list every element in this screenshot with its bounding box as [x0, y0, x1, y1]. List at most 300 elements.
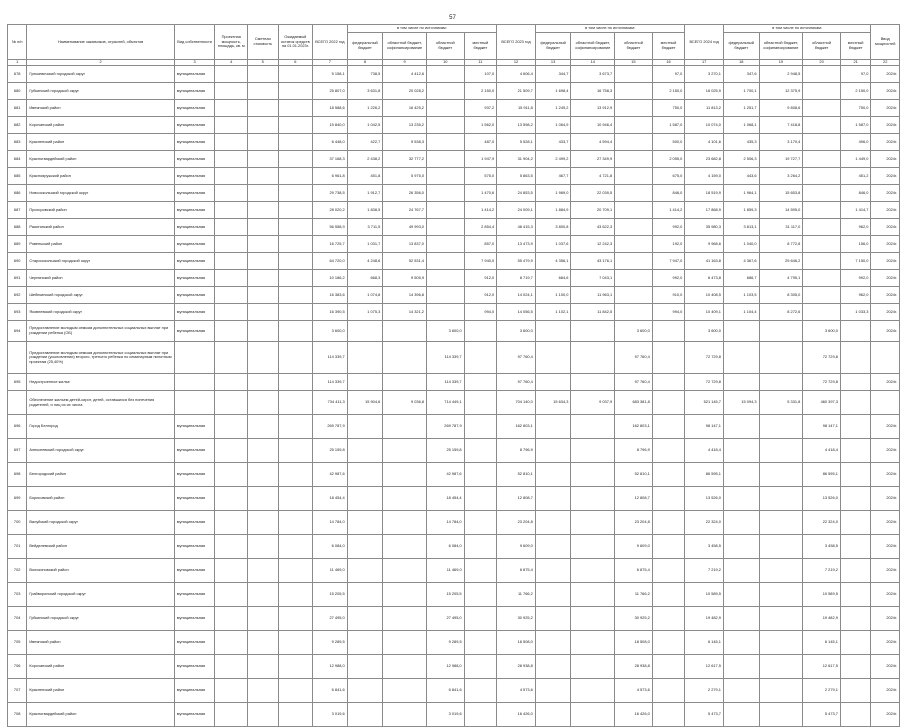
- row-number: 693: [8, 304, 27, 321]
- row-local-2023: 750,0: [652, 100, 685, 117]
- row-total-2023: 18 508,0: [497, 631, 536, 655]
- row-regional-cofin-2023: [571, 463, 615, 487]
- row-total-2024: 19 482,9: [685, 607, 724, 631]
- row-ownership: муниципальная: [174, 321, 215, 342]
- row-federal-2022: 1 226,2: [347, 100, 383, 117]
- row-regional-2023: 16 426,0: [615, 703, 653, 727]
- row-name: Чернянский район: [27, 270, 174, 287]
- row-federal-2022: 668,3: [347, 270, 383, 287]
- row-local-2023: 7 947,0: [652, 253, 685, 270]
- row-estimate: [248, 559, 279, 583]
- header-regional-2024: областной бюджет: [803, 33, 841, 60]
- row-ownership: муниципальная: [174, 415, 215, 439]
- row-remaining: [278, 66, 313, 83]
- row-regional-2023: 30 925,2: [615, 607, 653, 631]
- row-regional-cofin-2022: [383, 342, 427, 374]
- row-local-2024: 962,0: [840, 219, 871, 236]
- row-federal-2022: [347, 463, 383, 487]
- column-number: 16: [652, 60, 685, 66]
- row-number: 703: [8, 583, 27, 607]
- row-local-2024: 750,0: [840, 100, 871, 117]
- row-regional-cofin-2024: [759, 679, 803, 703]
- row-regional-cofin-2023: [571, 631, 615, 655]
- row-local-2023: 992,0: [652, 219, 685, 236]
- row-federal-2022: [347, 511, 383, 535]
- row-estimate: [248, 415, 279, 439]
- row-local-2024: 962,0: [840, 287, 871, 304]
- row-regional-cofin-2024: 14 595,0: [759, 202, 803, 219]
- row-regional-cofin-2024: 3 264,2: [759, 168, 803, 185]
- row-number: 681: [8, 100, 27, 117]
- row-local-2023: 1 414,2: [652, 202, 685, 219]
- row-number: 687: [8, 202, 27, 219]
- row-federal-2023: 344,7: [535, 66, 571, 83]
- row-capacity-year: 2024г.: [871, 83, 900, 100]
- row-local-2024: [840, 559, 871, 583]
- row-local-2024: 1 414,7: [840, 202, 871, 219]
- row-total-2023: 704 140,0: [497, 391, 536, 415]
- row-regional-cofin-2022: 13 837,0: [383, 236, 427, 253]
- row-federal-2024: 1 700,1: [723, 83, 759, 100]
- table-row: [8, 487, 900, 511]
- row-federal-2024: [723, 511, 759, 535]
- row-total-2022: 27 495,0: [313, 607, 348, 631]
- table-row: [8, 151, 900, 168]
- row-remaining: [278, 655, 313, 679]
- row-total-2022: 3 600,0: [313, 321, 348, 342]
- row-estimate: [248, 487, 279, 511]
- row-remaining: [278, 151, 313, 168]
- row-local-2022: 912,0: [464, 270, 497, 287]
- row-number: 694: [8, 321, 27, 342]
- row-regional-cofin-2023: 43 176,1: [571, 253, 615, 270]
- row-total-2023: 14 056,5: [497, 304, 536, 321]
- row-regional-2024: 4 418,4: [803, 439, 841, 463]
- row-regional-cofin-2022: [383, 559, 427, 583]
- row-regional-2023: 3 600,0: [615, 321, 653, 342]
- row-estimate: [248, 583, 279, 607]
- row-total-2024: 7 219,2: [685, 559, 724, 583]
- row-total-2024: 2 279,1: [685, 679, 724, 703]
- row-name: Ровеньский район: [27, 236, 174, 253]
- row-local-2024: 1 449,0: [840, 151, 871, 168]
- row-federal-2022: 1 912,7: [347, 185, 383, 202]
- row-estimate: [248, 236, 279, 253]
- row-regional-cofin-2024: 3 170,4: [759, 134, 803, 151]
- column-number: 12: [497, 60, 536, 66]
- row-local-2024: [840, 607, 871, 631]
- row-regional-2022: 3 019,6: [426, 703, 464, 727]
- row-regional-cofin-2023: [571, 342, 615, 374]
- row-regional-2024: [803, 270, 841, 287]
- row-regional-2023: [615, 270, 653, 287]
- row-total-2023: 14 024,1: [497, 287, 536, 304]
- row-ownership: муниципальная: [174, 487, 215, 511]
- column-number: 2: [27, 60, 174, 66]
- row-regional-2023: [615, 287, 653, 304]
- row-regional-cofin-2022: [383, 583, 427, 607]
- row-federal-2023: 1 698,4: [535, 83, 571, 100]
- table-row: [8, 655, 900, 679]
- row-local-2022: [464, 321, 497, 342]
- row-number: 700: [8, 511, 27, 535]
- row-regional-2022: [426, 270, 464, 287]
- row-ownership: муниципальная: [174, 185, 215, 202]
- row-regional-cofin-2024: [759, 655, 803, 679]
- row-regional-2024: [803, 117, 841, 134]
- row-federal-2024: [723, 374, 759, 391]
- row-number: 691: [8, 270, 27, 287]
- row-name: Ивнянский район: [27, 631, 174, 655]
- row-regional-cofin-2022: 9 505,9: [383, 270, 427, 287]
- row-regional-2024: 72 729,8: [803, 374, 841, 391]
- row-name: Губкинский городской округ: [27, 83, 174, 100]
- row-local-2024: [840, 463, 871, 487]
- row-regional-cofin-2022: [383, 631, 427, 655]
- row-local-2024: [840, 415, 871, 439]
- row-federal-2023: [535, 655, 571, 679]
- row-remaining: [278, 219, 313, 236]
- table-row: [8, 270, 900, 287]
- row-regional-cofin-2024: 31 117,0: [759, 219, 803, 236]
- column-number: 9: [383, 60, 427, 66]
- column-number: 14: [571, 60, 615, 66]
- table-row: [8, 185, 900, 202]
- table-row: [8, 236, 900, 253]
- row-ownership: муниципальная: [174, 100, 215, 117]
- row-federal-2023: [535, 631, 571, 655]
- row-regional-2023: 4 573,6: [615, 679, 653, 703]
- row-local-2024: 1 587,0: [840, 117, 871, 134]
- row-capacity: [215, 83, 248, 100]
- column-number: 1: [8, 60, 27, 66]
- row-name: Волоконовский район: [27, 559, 174, 583]
- row-regional-cofin-2022: 5 975,0: [383, 168, 427, 185]
- row-federal-2024: 1 040,0: [723, 236, 759, 253]
- row-local-2023: 192,0: [652, 236, 685, 253]
- row-regional-2023: [615, 100, 653, 117]
- row-number: 683: [8, 134, 27, 151]
- row-local-2023: 2 055,0: [652, 151, 685, 168]
- row-regional-cofin-2023: 11 842,5: [571, 304, 615, 321]
- row-total-2022: 37 168,3: [313, 151, 348, 168]
- row-federal-2023: 1 037,6: [535, 236, 571, 253]
- table-row: [8, 679, 900, 703]
- row-number: 708: [8, 703, 27, 727]
- row-regional-cofin-2024: 2 948,5: [759, 66, 803, 83]
- row-regional-2024: [803, 134, 841, 151]
- row-regional-cofin-2024: [759, 703, 803, 727]
- row-remaining: [278, 83, 313, 100]
- row-total-2023: 28 938,8: [497, 655, 536, 679]
- row-local-2022: [464, 655, 497, 679]
- row-local-2024: 1 033,3: [840, 304, 871, 321]
- row-federal-2023: 1 064,9: [535, 117, 571, 134]
- row-federal-2022: 1 074,8: [347, 287, 383, 304]
- row-regional-cofin-2024: 29 646,2: [759, 253, 803, 270]
- row-total-2024: 521 145,7: [685, 391, 724, 415]
- row-estimate: [248, 304, 279, 321]
- row-regional-cofin-2022: [383, 374, 427, 391]
- row-local-2023: [652, 631, 685, 655]
- row-capacity: [215, 270, 248, 287]
- row-total-2023: 31 904,2: [497, 151, 536, 168]
- row-federal-2024: 2 506,3: [723, 151, 759, 168]
- row-regional-cofin-2022: 20 028,2: [383, 83, 427, 100]
- row-name: Краснояружский район: [27, 168, 174, 185]
- row-name: Гулькевичский городской округ: [27, 66, 174, 83]
- row-total-2022: 114 339,7: [313, 342, 348, 374]
- row-estimate: [248, 631, 279, 655]
- row-name: Белгородский район: [27, 463, 174, 487]
- row-regional-2024: [803, 185, 841, 202]
- row-regional-2022: 18 454,4: [426, 487, 464, 511]
- row-total-2022: 64 720,0: [313, 253, 348, 270]
- row-total-2023: 4 606,4: [497, 66, 536, 83]
- row-local-2022: [464, 415, 497, 439]
- row-local-2022: [464, 607, 497, 631]
- row-local-2024: 846,0: [840, 185, 871, 202]
- row-estimate: [248, 463, 279, 487]
- row-ownership: муниципальная: [174, 117, 215, 134]
- row-regional-cofin-2023: 4 721,8: [571, 168, 615, 185]
- row-federal-2023: 4 356,1: [535, 253, 571, 270]
- row-federal-2023: 684,6: [535, 270, 571, 287]
- row-ownership: муниципальная: [174, 703, 215, 727]
- row-regional-2024: 7 219,2: [803, 559, 841, 583]
- row-number: 707: [8, 679, 27, 703]
- row-regional-2024: 3 600,0: [803, 321, 841, 342]
- row-total-2024: 10 074,0: [685, 117, 724, 134]
- row-regional-cofin-2023: 11 963,1: [571, 287, 615, 304]
- row-estimate: [248, 287, 279, 304]
- row-regional-2024: [803, 168, 841, 185]
- row-capacity-year: 2024г.: [871, 304, 900, 321]
- column-number: 10: [426, 60, 464, 66]
- row-ownership: муниципальная: [174, 83, 215, 100]
- row-federal-2023: 1 102,1: [535, 304, 571, 321]
- table-row: [8, 415, 900, 439]
- row-capacity-year: 2024г.: [871, 236, 900, 253]
- row-federal-2023: 3 800,8: [535, 219, 571, 236]
- row-total-2022: 6 841,6: [313, 679, 348, 703]
- row-total-2022: 18 454,4: [313, 487, 348, 511]
- row-local-2022: 2 150,0: [464, 83, 497, 100]
- row-number: 706: [8, 655, 27, 679]
- row-federal-2024: [723, 415, 759, 439]
- header-num: № п/п: [8, 25, 27, 60]
- row-local-2024: 992,0: [840, 270, 871, 287]
- row-local-2023: [652, 374, 685, 391]
- row-total-2024: 17 868,9: [685, 202, 724, 219]
- column-number: 8: [347, 60, 383, 66]
- row-regional-cofin-2022: 4 412,6: [383, 66, 427, 83]
- row-federal-2022: [347, 374, 383, 391]
- row-total-2022: 6 448,0: [313, 134, 348, 151]
- row-local-2022: 1 947,9: [464, 151, 497, 168]
- row-federal-2022: 1 838,5: [347, 202, 383, 219]
- row-regional-2023: 12 808,7: [615, 487, 653, 511]
- row-local-2023: 500,0: [652, 134, 685, 151]
- row-number: [8, 391, 27, 415]
- row-federal-2024: [723, 703, 759, 727]
- row-remaining: [278, 168, 313, 185]
- row-regional-cofin-2024: [759, 439, 803, 463]
- row-total-2022: 6 961,8: [313, 168, 348, 185]
- row-regional-2024: 12 617,5: [803, 655, 841, 679]
- row-regional-cofin-2023: [571, 655, 615, 679]
- row-total-2024: 22 324,0: [685, 511, 724, 535]
- row-local-2024: 156,0: [840, 236, 871, 253]
- row-regional-2022: 27 495,0: [426, 607, 464, 631]
- row-federal-2024: [723, 559, 759, 583]
- row-name: Корочанский район: [27, 117, 174, 134]
- row-remaining: [278, 236, 313, 253]
- row-federal-2022: [347, 679, 383, 703]
- row-total-2023: 48 415,3: [497, 219, 536, 236]
- row-capacity: [215, 168, 248, 185]
- row-regional-cofin-2023: [571, 374, 615, 391]
- column-number: 19: [759, 60, 803, 66]
- row-local-2023: [652, 511, 685, 535]
- row-capacity-year: 2024г.: [871, 374, 900, 391]
- row-local-2022: [464, 583, 497, 607]
- row-regional-cofin-2023: 13 912,9: [571, 100, 615, 117]
- row-number: 704: [8, 607, 27, 631]
- header-sources-2023: в том числе по источникам:: [535, 25, 685, 33]
- row-capacity: [215, 287, 248, 304]
- row-remaining: [278, 253, 313, 270]
- row-federal-2023: 1 969,0: [535, 185, 571, 202]
- row-regional-cofin-2023: 27 349,9: [571, 151, 615, 168]
- row-estimate: [248, 270, 279, 287]
- row-remaining: [278, 487, 313, 511]
- column-number: 13: [535, 60, 571, 66]
- row-local-2022: 487,0: [464, 134, 497, 151]
- row-ownership: муниципальная: [174, 287, 215, 304]
- row-capacity-year: 2024г.: [871, 151, 900, 168]
- row-regional-2023: [615, 202, 653, 219]
- row-name: Ракитянский район: [27, 219, 174, 236]
- row-regional-cofin-2024: 8 772,8: [759, 236, 803, 253]
- row-regional-2023: 9 609,0: [615, 535, 653, 559]
- row-capacity-year: 2024г.: [871, 219, 900, 236]
- row-federal-2024: [723, 655, 759, 679]
- table-row: [8, 391, 900, 415]
- row-regional-2022: [426, 151, 464, 168]
- row-local-2023: 2 150,0: [652, 83, 685, 100]
- row-capacity-year: 2024г.: [871, 100, 900, 117]
- table-row: [8, 304, 900, 321]
- row-regional-2023: 6 875,4: [615, 559, 653, 583]
- row-regional-2023: [615, 66, 653, 83]
- row-regional-cofin-2022: [383, 535, 427, 559]
- row-name: Шебекинский городской округ: [27, 287, 174, 304]
- row-name: Губкинский городской округ: [27, 607, 174, 631]
- row-regional-cofin-2022: 16 425,2: [383, 100, 427, 117]
- row-ownership: муниципальная: [174, 253, 215, 270]
- row-regional-2022: [426, 83, 464, 100]
- row-local-2023: [652, 703, 685, 727]
- row-federal-2022: 15 904,6: [347, 391, 383, 415]
- row-estimate: [248, 253, 279, 270]
- row-remaining: [278, 202, 313, 219]
- row-regional-2023: 11 766,2: [615, 583, 653, 607]
- row-remaining: [278, 270, 313, 287]
- row-total-2022: 28 020,2: [313, 202, 348, 219]
- header-estimate: Сметная стоимость: [248, 25, 279, 60]
- row-federal-2023: 1 884,9: [535, 202, 571, 219]
- row-federal-2024: [723, 463, 759, 487]
- row-total-2024: 6 145,1: [685, 631, 724, 655]
- row-number: 705: [8, 631, 27, 655]
- row-total-2022: 114 339,7: [313, 374, 348, 391]
- column-number: 5: [248, 60, 279, 66]
- header-local-2024: местный бюджет: [840, 33, 871, 60]
- row-federal-2023: [535, 439, 571, 463]
- table-row: [8, 202, 900, 219]
- row-local-2024: [840, 535, 871, 559]
- row-federal-2022: 1 042,5: [347, 117, 383, 134]
- row-estimate: [248, 66, 279, 83]
- row-federal-2024: 1 964,1: [723, 185, 759, 202]
- row-federal-2023: [535, 487, 571, 511]
- row-capacity-year: 2024г.: [871, 463, 900, 487]
- header-regional-2022: областной бюджет: [426, 33, 464, 60]
- row-total-2024: 18 519,9: [685, 185, 724, 202]
- row-total-2024: 3 270,1: [685, 66, 724, 83]
- row-local-2022: 1 562,0: [464, 117, 497, 134]
- row-total-2022: 12 988,0: [313, 655, 348, 679]
- row-local-2024: [840, 487, 871, 511]
- row-local-2023: [652, 535, 685, 559]
- row-capacity: [215, 219, 248, 236]
- row-regional-2024: 19 482,9: [803, 607, 841, 631]
- row-remaining: [278, 559, 313, 583]
- row-ownership: муниципальная: [174, 66, 215, 83]
- row-regional-2024: [803, 66, 841, 83]
- row-remaining: [278, 321, 313, 342]
- row-regional-2023: [615, 134, 653, 151]
- row-local-2024: 451,2: [840, 168, 871, 185]
- row-remaining: [278, 511, 313, 535]
- row-regional-2022: 14 784,0: [426, 511, 464, 535]
- row-capacity: [215, 321, 248, 342]
- row-total-2023: 52 810,1: [497, 463, 536, 487]
- row-number: 684: [8, 151, 27, 168]
- header-federal-2022: федеральный бюджет: [347, 33, 383, 60]
- table-row: [8, 703, 900, 727]
- row-regional-cofin-2024: [759, 535, 803, 559]
- row-regional-2022: 114 339,7: [426, 374, 464, 391]
- row-total-2024: 10 409,1: [685, 304, 724, 321]
- row-federal-2024: 1 104,4: [723, 304, 759, 321]
- row-local-2023: 1 587,0: [652, 117, 685, 134]
- row-regional-cofin-2023: [571, 559, 615, 583]
- row-federal-2024: 1 859,3: [723, 202, 759, 219]
- row-federal-2023: [535, 463, 571, 487]
- row-regional-2023: [615, 185, 653, 202]
- row-remaining: [278, 631, 313, 655]
- row-regional-cofin-2024: 15 653,8: [759, 185, 803, 202]
- row-local-2022: 994,0: [464, 304, 497, 321]
- row-local-2024: [840, 342, 871, 374]
- row-federal-2023: [535, 374, 571, 391]
- row-capacity: [215, 439, 248, 463]
- row-regional-cofin-2023: [571, 439, 615, 463]
- row-estimate: [248, 511, 279, 535]
- row-total-2023: 55 479,9: [497, 253, 536, 270]
